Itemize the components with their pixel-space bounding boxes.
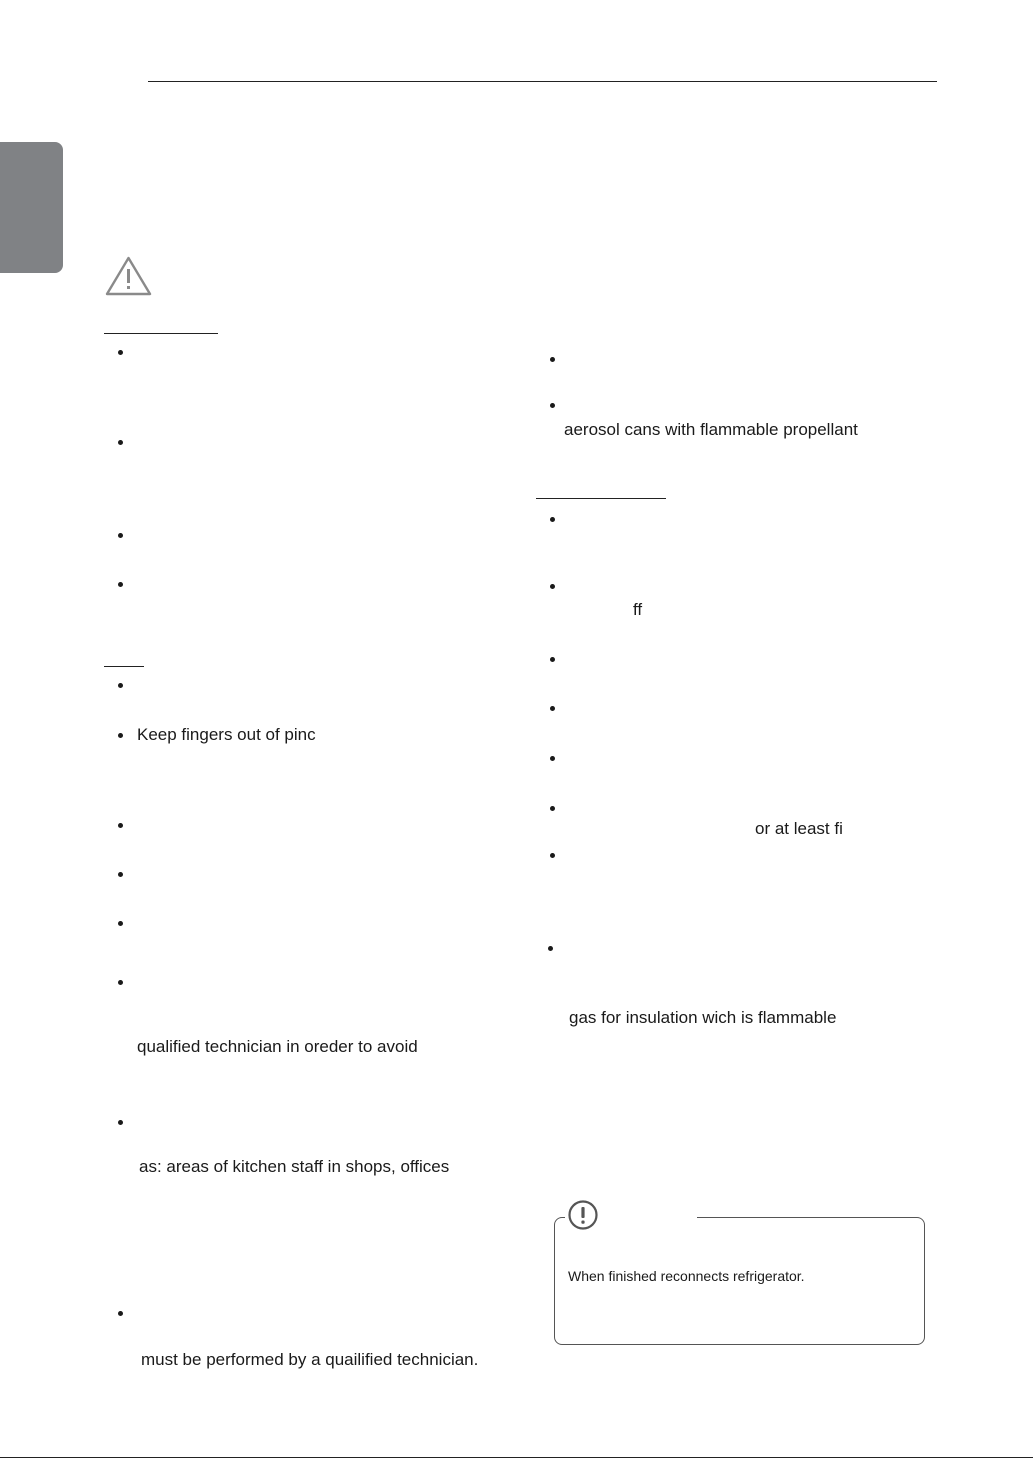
list-bullet [550,584,555,589]
exclamation-circle-icon [567,1199,599,1231]
list-bullet [118,980,123,985]
list-item-text: Keep fingers out of pinc [137,725,316,744]
list-bullet [118,1120,123,1125]
list-bullet [550,357,555,362]
list-bullet [550,756,555,761]
list-item-text: aerosol cans with flammable propellant [564,420,858,439]
list-bullet [118,872,123,877]
list-item-text: gas for insulation wich is flammable [569,1008,837,1027]
list-bullet [550,853,555,858]
section-underline [104,666,144,667]
list-bullet [548,946,553,951]
list-bullet [118,350,123,355]
list-item-text: as: areas of kitchen staff in shops, offices [139,1157,450,1176]
note-text: When finished reconnects refrigerator. [568,1268,805,1284]
list-bullet [550,517,555,522]
list-bullet [118,823,123,828]
list-bullet [118,1311,123,1316]
list-bullet [118,440,123,445]
list-item-text: or at least fi [755,819,843,838]
list-bullet [118,533,123,538]
list-item-text: qualified technician in oreder to avoid [137,1037,418,1056]
list-bullet [118,582,123,587]
list-item-text: ff [633,600,643,619]
list-bullet [550,806,555,811]
footer-rule [0,1457,1033,1458]
section-underline [536,498,666,499]
warning-triangle-icon [105,256,152,296]
list-item-text: must be performed by a quailified technician. [141,1350,479,1369]
list-bullet [118,683,123,688]
list-bullet [118,921,123,926]
list-bullet [550,657,555,662]
language-side-tab [0,142,63,273]
section-underline [104,333,218,334]
list-bullet [550,403,555,408]
header-rule [148,81,937,82]
list-bullet [118,733,123,738]
list-bullet [550,706,555,711]
